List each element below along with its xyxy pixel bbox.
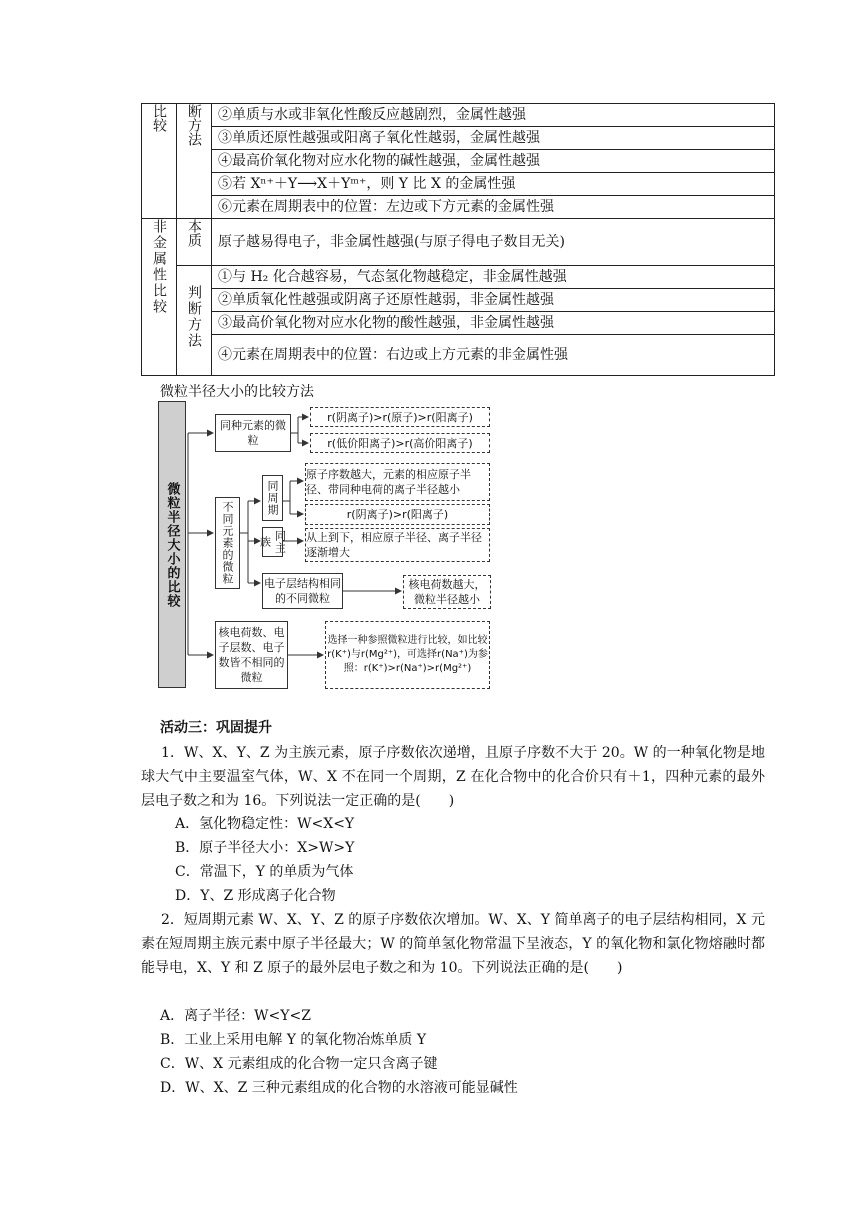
radius-diagram bbox=[158, 401, 508, 691]
question-2-option-b: B．工业上采用电解 Y 的氧化物冶炼单质 Y bbox=[160, 1032, 427, 1048]
all-different-box: 核电荷数、电子层数、电子数皆不相同的微粒 bbox=[215, 621, 288, 689]
same-shell-rule: 核电荷数越大，微粒半径越小 bbox=[403, 575, 491, 609]
different-element-box: 不同元素的微粒 bbox=[215, 497, 240, 589]
essence-cell bbox=[177, 219, 212, 266]
same-element-box: 同种元素的微粒 bbox=[215, 414, 291, 452]
metal-row: ⑥元素在周期表中的位置：左边或下方元素的金属性强 bbox=[212, 196, 775, 219]
nonmetal-category-cell bbox=[142, 219, 177, 376]
question-2-option-d: D．W、X、Z 三种元素组成的化合物的水溶液可能显碱性 bbox=[160, 1080, 518, 1096]
same-period-rule-1: 原子序数越大，元素的相应原子半径、带同种电荷的离子半径越小 bbox=[305, 463, 490, 501]
nonmetal-row: ②单质氧化性越强或阴离子还原性越弱，非金属性越强 bbox=[212, 289, 775, 312]
question-1-stem: 1．W、X、Y、Z 为主族元素，原子序数依次递增，且原子序数不大于 20。W 的一种氧化物是地球大气中主要温室气体，W、X 不在同一个周期，Z 在化合物中的化合价只有＋1，四种元素的最外层电子数之和为 16。下列说法一定正确的是( ) bbox=[141, 745, 765, 809]
question-1-option-d: D．Y、Z 形成离子化合物 bbox=[175, 888, 336, 904]
essence-label: 本质 bbox=[186, 219, 202, 247]
question-1-option-a: A．氢化物稳定性：W<X<Y bbox=[175, 816, 355, 832]
same-shell-box: 电子层结构相同的不同微粒 bbox=[262, 573, 343, 609]
question-1-option-c: C．常温下，Y 的单质为气体 bbox=[175, 864, 354, 880]
same-element-rule-1: r(阴离子)>r(原子)>r(阳离子) bbox=[310, 407, 490, 427]
question-2-option-c: C．W、X 元素组成的化合物一定只含离子键 bbox=[160, 1056, 438, 1072]
metal-row: ②单质与水或非氧化性酸反应越剧烈，金属性越强 bbox=[212, 104, 775, 127]
question-2-option-a: A．离子半径：W<Y<Z bbox=[160, 1008, 311, 1024]
metal-method-label: 断方法 bbox=[186, 104, 202, 146]
reference-rule: 选择一种参照微粒进行比较，如比较r(K⁺)与r(Mg²⁺)，可选择r(Na⁺)为参照：r(K⁺)>r(Na⁺)>r(Mg²⁺) bbox=[325, 621, 490, 689]
question-2-stem: 2．短周期元素 W、X、Y、Z 的原子序数依次增加。W、X、Y 简单离子的电子层结构相同，X 元素在短周期主族元素中原子半径最大；W 的简单氢化物常温下呈液态，Y 的氧化物和氯化物熔融时都能导电，X、Y 和 Z 原子的最外层电子数之和为 10。下列说法正确的是( ) bbox=[141, 912, 765, 976]
nonmetal-method-cell bbox=[177, 266, 212, 376]
metal-row: ⑤若 Xⁿ⁺＋Y⟶X＋Yᵐ⁺，则 Y 比 X 的金属性强 bbox=[212, 173, 775, 196]
nonmetal-category-label: 非金属性比较 bbox=[151, 219, 167, 315]
same-group-box: 同主族 bbox=[262, 527, 283, 557]
comparison-table bbox=[141, 103, 775, 376]
same-group-rule: 从上到下，相应原子半径、离子半径逐渐增大 bbox=[305, 528, 490, 562]
same-element-rule-2: r(低价阳离子)>r(高价阳离子) bbox=[310, 433, 490, 453]
same-period-rule-2: r(阴离子)>r(阳离子) bbox=[305, 504, 490, 525]
metal-category-cell bbox=[142, 104, 177, 219]
metal-row: ④最高价氧化物对应水化物的碱性越强，金属性越强 bbox=[212, 150, 775, 173]
essence-text: 原子越易得电子，非金属性越强(与原子得电子数目无关) bbox=[212, 219, 775, 266]
nonmetal-method-label: 判断方法 bbox=[186, 285, 202, 349]
nonmetal-row: ③最高价氧化物对应水化物的酸性越强，非金属性越强 bbox=[212, 312, 775, 335]
nonmetal-row: ④元素在周期表中的位置：右边或上方元素的非金属性强 bbox=[212, 335, 775, 376]
diagram-caption: 微粒半径大小的比较方法 bbox=[160, 384, 314, 400]
nonmetal-row: ①与 H₂ 化合越容易，气态氢化物越稳定，非金属性越强 bbox=[212, 266, 775, 289]
diagram-root: 微粒半径大小的比较 bbox=[158, 401, 186, 688]
metal-method-cell bbox=[177, 104, 212, 219]
question-1-option-b: B．原子半径大小：X>W>Y bbox=[175, 840, 355, 856]
same-period-box: 同周期 bbox=[262, 475, 283, 521]
metal-row: ③单质还原性越强或阳离子氧化性越弱，金属性越强 bbox=[212, 127, 775, 150]
activity-heading: 活动三：巩固提升 bbox=[160, 720, 272, 736]
metal-category-label: 比较 bbox=[151, 104, 167, 132]
